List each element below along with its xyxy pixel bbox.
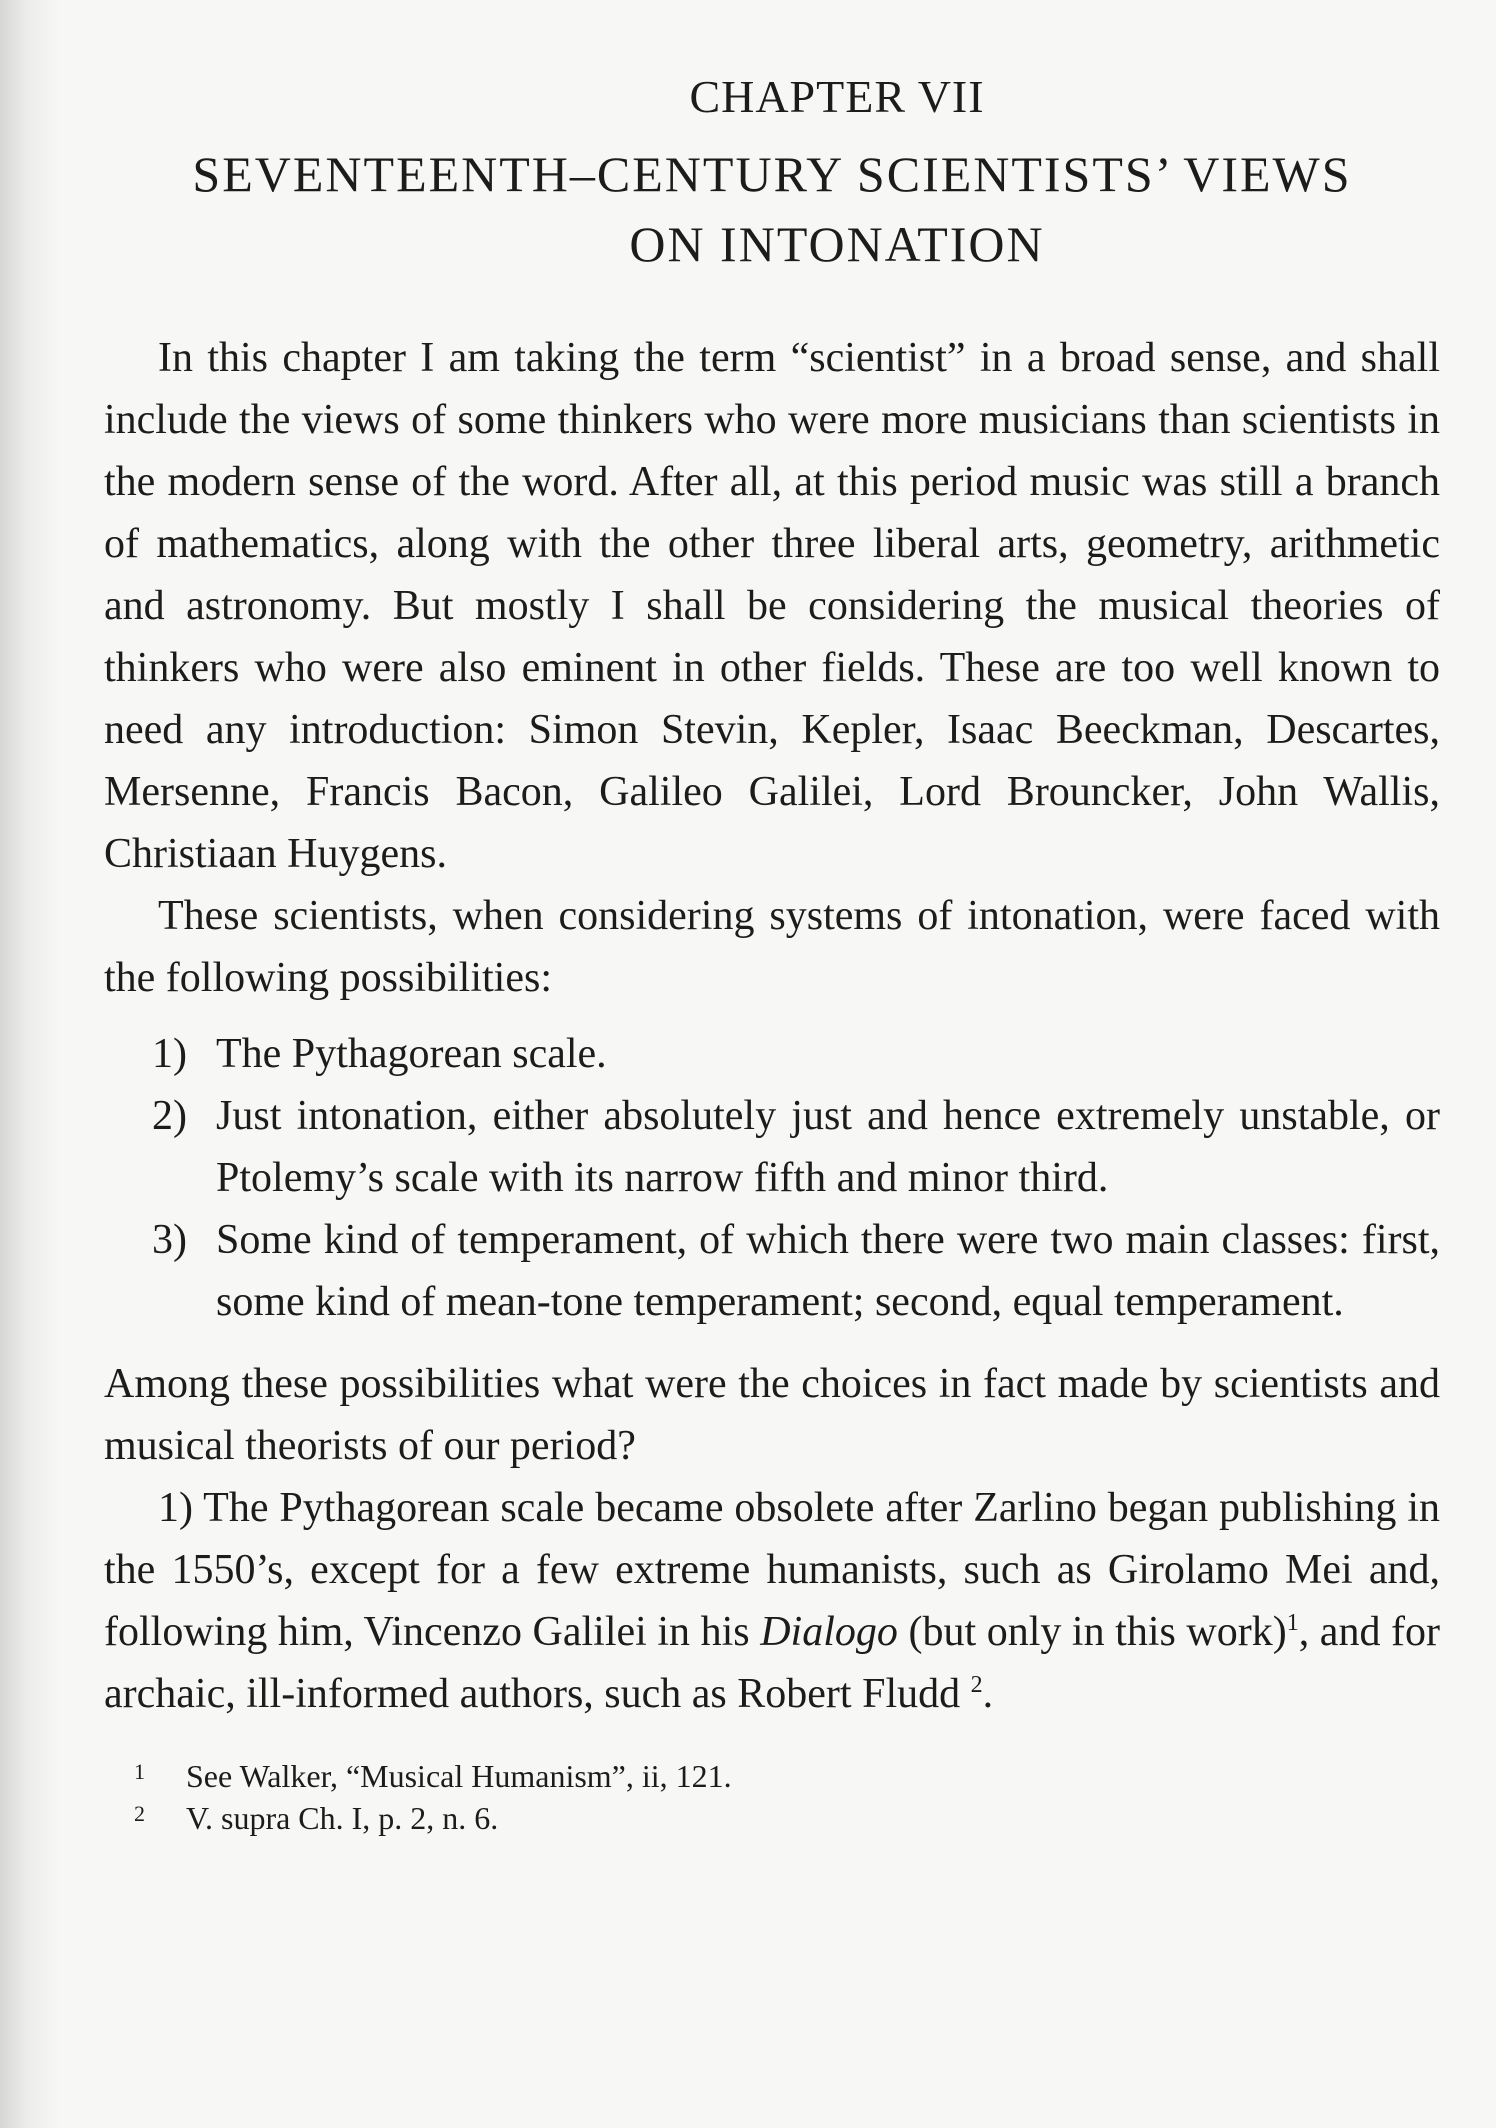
list-item-number: 1): [152, 1031, 187, 1077]
paragraph-question: Among these possibilities what were the choices in fact made by scientists and musical theorists of our period?: [104, 1361, 1440, 1469]
list-item-number: 2): [152, 1093, 187, 1139]
paragraph-intro: In this chapter I am taking the term “scientist” in a broad sense, and shall include the views of some thinkers who were more musicians than scientists in the modern sense of the word. After all, at this period music was still a branch of mathematics, along with the other three liberal arts, geometry, arithmetic and astronomy. But mostly I shall be considering the musical theories of thinkers who were also eminent in other fields. These are too well known to need any introduction: Simon Stevin, Kepler, Isaac Beeckman, Descartes, Mersenne, Francis Bacon, Galileo Galilei, Lord Brouncker, John Wallis, Christiaan Huygens.: [104, 335, 1440, 877]
paragraph-text: 1) The Pythagorean scale became obsolete after Zarlino began publishing in the 1550’s, except for a few extreme humanists, such as Girolamo Mei and, following him, Vincenzo Galilei in his: [104, 1485, 1440, 1655]
chapter-title-line-2: ON INTONATION: [629, 216, 1045, 272]
footnote-text: V. supra Ch. I, p. 2, n. 6.: [186, 1800, 499, 1836]
list-item: [152, 1085, 1440, 1209]
paragraph-text: .: [982, 1671, 994, 1717]
list-item-number: 3): [152, 1217, 187, 1263]
footnote: [134, 1797, 1440, 1839]
footnote-ref-2: 2: [970, 1672, 983, 1698]
paragraph-pythagorean: [104, 1477, 1440, 1725]
list-item: [152, 1209, 1440, 1333]
possibilities-list: [104, 1023, 1440, 1333]
footnote-mark: 1: [134, 1759, 145, 1784]
footnote-mark: 2: [134, 1801, 145, 1826]
paragraph-text: , and for archaic, ill-informed authors, such as Robert Fludd: [104, 1609, 1440, 1717]
chapter-title: [104, 139, 1440, 279]
list-item-text: Some kind of temperament, of which there were two main classes: first, some kind of mean-tone temperament; second, equal temperament.: [216, 1217, 1440, 1325]
footnotes: [104, 1755, 1440, 1839]
chapter-heading: CHAPTER VII: [689, 71, 985, 122]
book-page: [104, 70, 1440, 1839]
list-item-text: The Pythagorean scale.: [216, 1031, 607, 1077]
paragraph-text: (but only in this work): [897, 1609, 1287, 1655]
page-edge-shadow: [0, 0, 60, 2128]
chapter-title-line-1: SEVENTEENTH–CENTURY SCIENTISTS’ VIEWS: [192, 146, 1352, 202]
list-item-text: Just intonation, either absolutely just and hence extremely unstable, or Ptolemy’s scale with its narrow fifth and minor third.: [216, 1093, 1440, 1201]
list-item: [152, 1023, 1440, 1085]
italic-title: Dialogo: [760, 1609, 898, 1655]
paragraph-possibilities-lead: These scientists, when considering systems of intonation, were faced with the following possibilities:: [104, 893, 1440, 1001]
footnote: [134, 1755, 1440, 1797]
footnote-text: See Walker, “Musical Humanism”, ii, 121.: [186, 1758, 732, 1794]
footnote-ref-1: 1: [1286, 1610, 1299, 1636]
